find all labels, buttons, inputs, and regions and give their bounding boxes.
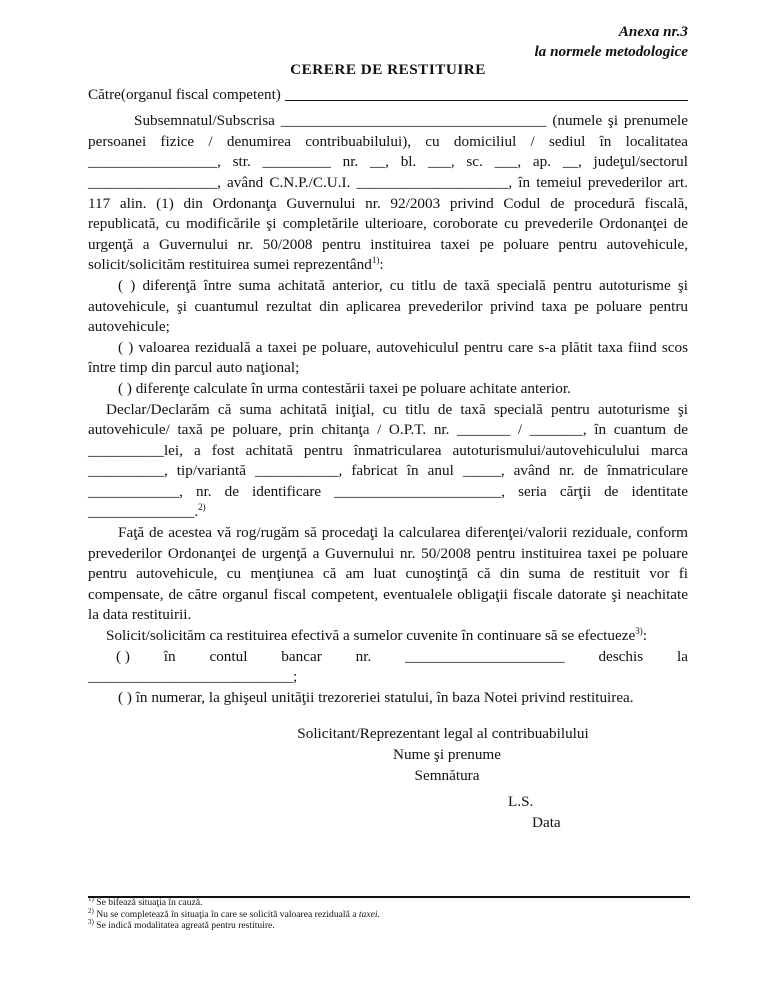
payment-method-paragraph bbox=[88, 626, 688, 647]
applicant-tail: : bbox=[379, 256, 384, 274]
signature-applicant: Solicitant/Reprezentant legal al contribuabilului bbox=[297, 725, 589, 743]
addressee-label: Către(organul fiscal competent) bbox=[88, 85, 281, 103]
option-residual-value: ( ) valoarea reziduală a taxei pe poluare, autovehiculul pentru care s-a plătit taxa fiind scos între timp din parcul auto naţional; bbox=[88, 338, 688, 377]
bank-word-opened: deschis bbox=[598, 647, 644, 665]
footnote-2-mark: 2) bbox=[88, 906, 94, 915]
bank-word-nr: nr. bbox=[355, 647, 372, 665]
bank-word-account: contul bbox=[209, 647, 248, 665]
annex-header bbox=[88, 22, 688, 62]
footnote-2-italic: taxei. bbox=[358, 908, 380, 920]
footnote-2 bbox=[88, 906, 380, 921]
signature-sign: Semnătura bbox=[414, 766, 480, 784]
bank-word-in: în bbox=[163, 647, 176, 665]
footnotes bbox=[88, 894, 380, 932]
declaration-text: Declar/Declarăm că suma achitată iniţial, cu titlu de taxă specială pentru autoturisme şi autovehicule/ taxă pe poluare, prin chitanţa / O.P.T. nr. _______ / _______, în cuantum de __________lei, a fost achitată pentru înmatricularea autoturismului/autovehiculului marca __________, tip/variantă ___________, fabricat în anul _____, având nr. de înmatriculare ____________, nr. de identificare ______________________, seria cărţii de identitate ______________. bbox=[88, 400, 688, 521]
option-contested-differences: ( ) diferenţe calculate în urma contestării taxei pe poluare achitate anterior. bbox=[118, 379, 571, 397]
footnote-3-text: Se indică modalitatea agreată pentru restituire. bbox=[93, 920, 275, 931]
footnote-ref-1: 1) bbox=[371, 255, 380, 266]
applicant-text: Subsemnatul/Subscrisa ___________________________________ (numele şi prenumele persoanei fizice / denumirea contribuabilului), cu domiciliul / sediul în localitatea _________________, str. _________ nr. __, bl. ___, sc. ___, ap. __, judeţul/sectorul _________________, având C.N.P./C.U.I. ____________________, în temeiul prevederilor art. 117 alin. (1) din Ordonanţa Guvernului nr. 92/2003 privind Codul de procedură fiscală, republicată, cu modificările şi completările ulterioare, coroborate cu prevederile Ordonanţei de urgenţă a Guvernului nr. 50/2008 pentru instituirea taxei pe poluare pentru autovehicule, solicit/solicităm restituirea sumei reprezentând bbox=[88, 112, 688, 274]
bank-checkbox: ( ) bbox=[116, 647, 130, 665]
bank-word-at: la bbox=[677, 647, 688, 665]
payment-method-tail: : bbox=[642, 627, 647, 645]
footnote-ref-2: 2) bbox=[198, 502, 206, 513]
date-label: Data bbox=[532, 813, 561, 831]
signature-block bbox=[88, 724, 688, 786]
applicant-paragraph bbox=[88, 111, 688, 276]
footnote-2-text: Nu se completează în situaţia în care se solicită valoarea reziduală a bbox=[93, 908, 359, 920]
footnote-3 bbox=[88, 917, 380, 932]
document-title: CERERE DE RESTITUIRE bbox=[290, 61, 486, 78]
bank-name-blank: ___________________________; bbox=[88, 668, 298, 686]
declaration-paragraph bbox=[88, 400, 688, 524]
seal-label: L.S. bbox=[508, 793, 534, 811]
addressee-row bbox=[88, 85, 688, 106]
request-paragraph: Faţă de acestea vă rog/rugăm să procedaţi la calcularea diferenţei/valorii reziduale, conform prevederilor Ordonanţei de urgenţă a Guvernului nr. 50/2008 pentru instituirea taxei pe poluare pentru autovehicule, cu menţiunea că am luat cunoştinţă că din suma de restituit vor fi compensate, de către organul fiscal competent, eventualele obligaţii fiscale datorate şi neachitate la data restituirii. bbox=[88, 524, 688, 624]
bank-word-bank: bancar bbox=[281, 647, 322, 665]
annex-number: Anexa nr.3 bbox=[618, 23, 688, 40]
option-difference: ( ) diferenţă între suma achitată anterior, cu titlu de taxă specială pentru autoturisme şi autovehicule, şi cuantumul rezultat din aplicarea prevederilor privind taxa pe poluare pentru autovehicule; bbox=[88, 276, 688, 336]
payment-method-text: Solicit/solicităm ca restituirea efectivă a sumelor cuvenite în continuare să se efectueze bbox=[106, 627, 636, 645]
annex-subtitle: la normele metodologice bbox=[534, 43, 688, 60]
bank-account-blank: _____________________ bbox=[405, 647, 565, 665]
footnote-1 bbox=[88, 894, 380, 909]
footnote-1-text: Se bifează situaţia în cauză. bbox=[93, 897, 203, 908]
document-page bbox=[88, 22, 688, 833]
bank-account-option bbox=[88, 647, 688, 668]
footnote-ref-3: 3) bbox=[635, 625, 643, 636]
footnote-3-mark: 3) bbox=[88, 917, 94, 926]
cash-option: ( ) în numerar, la ghişeul unităţii trezoreriei statului, în baza Notei privind restituirea. bbox=[118, 688, 634, 706]
addressee-blank-line bbox=[285, 85, 688, 101]
footnote-1-mark: 1) bbox=[88, 894, 94, 903]
signature-name: Nume şi prenume bbox=[393, 746, 501, 763]
